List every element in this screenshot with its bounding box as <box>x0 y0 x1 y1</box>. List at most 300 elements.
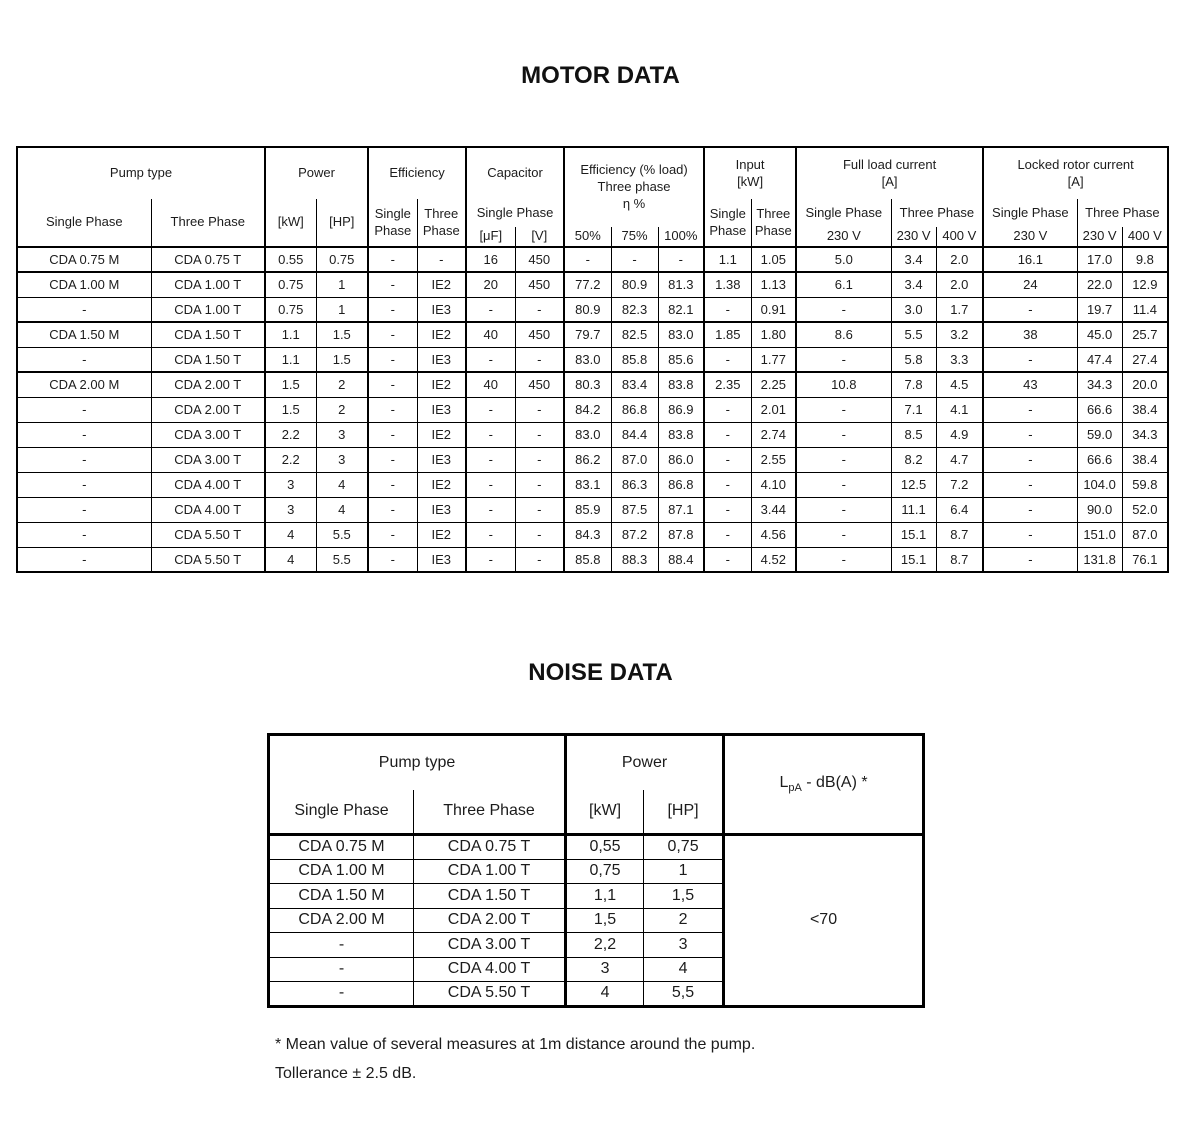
table-cell: 80.9 <box>611 272 658 297</box>
motor-table-row <box>17 297 1168 322</box>
table-cell: - <box>269 933 414 958</box>
table-cell: 5.0 <box>796 247 891 272</box>
table-cell: 86.9 <box>658 397 704 422</box>
motor-header-power: Power <box>265 147 368 199</box>
table-cell: CDA 4.00 T <box>151 472 265 497</box>
table-cell: 83.0 <box>564 422 611 447</box>
table-cell: 82.3 <box>611 297 658 322</box>
table-cell: 16.1 <box>983 247 1077 272</box>
table-cell: 5.5 <box>891 322 936 347</box>
table-cell: - <box>466 547 515 572</box>
table-cell: - <box>368 422 417 447</box>
table-cell: 11.4 <box>1122 297 1168 322</box>
table-cell: 2,2 <box>566 933 644 958</box>
motor-header-load-75: 75% <box>611 227 658 247</box>
table-cell: - <box>368 447 417 472</box>
table-cell: 24 <box>983 272 1077 297</box>
table-cell: 4 <box>316 472 368 497</box>
table-cell: 1.1 <box>265 322 316 347</box>
table-cell: 4.7 <box>936 447 983 472</box>
table-cell: 5.5 <box>316 522 368 547</box>
table-cell: CDA 4.00 T <box>151 497 265 522</box>
table-cell: 3 <box>316 447 368 472</box>
table-cell: 4 <box>644 957 724 982</box>
table-cell: 83.0 <box>564 347 611 372</box>
table-cell: 1,5 <box>644 884 724 909</box>
eff-single-line1: Single <box>374 205 411 221</box>
table-cell: 1.05 <box>751 247 796 272</box>
table-cell: 87.8 <box>658 522 704 547</box>
lpa-symbol: L <box>779 774 789 792</box>
noise-header-pump-type: Pump type <box>378 753 456 771</box>
table-cell: 4.5 <box>936 372 983 397</box>
table-cell: 450 <box>515 372 564 397</box>
table-cell: 450 <box>515 272 564 297</box>
table-cell: 47.4 <box>1077 347 1122 372</box>
table-cell: 52.0 <box>1122 497 1168 522</box>
table-cell: - <box>515 547 564 572</box>
table-cell: CDA 5.50 T <box>151 547 265 572</box>
table-cell: 7.8 <box>891 372 936 397</box>
table-cell: - <box>704 422 751 447</box>
table-cell: 5.8 <box>891 347 936 372</box>
lpa-subscript: pA <box>788 782 802 795</box>
table-cell: 85.9 <box>564 497 611 522</box>
table-cell: - <box>983 297 1077 322</box>
table-cell: 7.2 <box>936 472 983 497</box>
table-cell: 3.4 <box>891 272 936 297</box>
motor-table-header <box>17 147 1168 247</box>
table-cell: 83.8 <box>658 372 704 397</box>
table-cell: 86.0 <box>658 447 704 472</box>
table-cell: 38.4 <box>1122 447 1168 472</box>
table-cell: CDA 1.50 M <box>269 884 414 909</box>
motor-table-body <box>17 247 1168 572</box>
lpa-unit: - dB(A) * <box>801 774 868 792</box>
efficiency-load-line3: η % <box>622 195 646 211</box>
motor-header-load-100: 100% <box>658 227 704 247</box>
motor-header-locked-rotor-current <box>983 147 1168 199</box>
table-cell: 83.4 <box>611 372 658 397</box>
table-cell: 4 <box>265 522 316 547</box>
table-cell: 4.56 <box>751 522 796 547</box>
table-cell: 0.75 <box>316 247 368 272</box>
table-cell: 83.0 <box>658 322 704 347</box>
table-cell: - <box>368 347 417 372</box>
noise-header-hp: [HP] <box>644 790 724 835</box>
noise-header-kw: [kW] <box>566 790 644 835</box>
noise-table-body <box>269 835 924 1007</box>
table-cell: IE2 <box>417 422 466 447</box>
table-cell: 59.0 <box>1077 422 1122 447</box>
table-cell: - <box>704 447 751 472</box>
table-cell: - <box>17 522 151 547</box>
input-unit: [kW] <box>737 173 764 189</box>
table-cell: 2.2 <box>265 422 316 447</box>
motor-table-row <box>17 472 1168 497</box>
table-cell: 2 <box>316 397 368 422</box>
table-cell: - <box>368 272 417 297</box>
table-cell: - <box>368 372 417 397</box>
table-cell: CDA 1.00 T <box>151 272 265 297</box>
table-cell: 2.25 <box>751 372 796 397</box>
motor-header-eff-three-phase <box>417 199 466 247</box>
table-cell: CDA 0.75 T <box>151 247 265 272</box>
table-cell: 25.7 <box>1122 322 1168 347</box>
motor-header-full-load-current <box>796 147 983 199</box>
motor-table-row <box>17 347 1168 372</box>
efficiency-load-line2: Three phase <box>597 179 671 195</box>
table-cell: - <box>466 472 515 497</box>
table-cell: 43 <box>983 372 1077 397</box>
table-cell: 5,5 <box>644 982 724 1007</box>
table-cell: - <box>17 297 151 322</box>
table-cell: 81.3 <box>658 272 704 297</box>
table-cell: - <box>983 472 1077 497</box>
table-cell: 12.5 <box>891 472 936 497</box>
table-cell: 2.0 <box>936 272 983 297</box>
motor-header-lrc-single-phase: Single Phase <box>983 199 1077 227</box>
motor-header-flc-three-230v: 230 V <box>891 227 936 247</box>
motor-table-row <box>17 372 1168 397</box>
table-cell: 6.1 <box>796 272 891 297</box>
table-cell: 34.3 <box>1122 422 1168 447</box>
table-cell: - <box>515 422 564 447</box>
table-cell: - <box>17 397 151 422</box>
table-cell: CDA 0.75 M <box>17 247 151 272</box>
table-cell: 66.6 <box>1077 447 1122 472</box>
table-cell: - <box>368 547 417 572</box>
table-cell: - <box>796 422 891 447</box>
table-cell: CDA 2.00 T <box>151 397 265 422</box>
motor-header-lrc-three-230v: 230 V <box>1077 227 1122 247</box>
table-cell: - <box>269 982 414 1007</box>
table-cell: IE2 <box>417 372 466 397</box>
table-cell: 84.2 <box>564 397 611 422</box>
table-cell: 85.6 <box>658 347 704 372</box>
table-cell: - <box>368 297 417 322</box>
table-cell: 40 <box>466 322 515 347</box>
table-cell: CDA 3.00 T <box>151 447 265 472</box>
table-cell: CDA 1.00 M <box>17 272 151 297</box>
table-cell: IE2 <box>417 522 466 547</box>
table-cell: - <box>466 347 515 372</box>
table-cell: CDA 1.00 T <box>414 859 566 884</box>
table-cell: 87.2 <box>611 522 658 547</box>
table-cell: 4.1 <box>936 397 983 422</box>
table-cell: 2.0 <box>936 247 983 272</box>
table-cell: - <box>983 522 1077 547</box>
lrc-label: Locked rotor current <box>1017 156 1134 172</box>
input-three-line1: Three <box>756 205 791 221</box>
table-cell: 34.3 <box>1077 372 1122 397</box>
table-cell: 4.52 <box>751 547 796 572</box>
table-cell: - <box>368 397 417 422</box>
eff-single-line2: Phase <box>374 222 412 238</box>
footnote-tolerance: Tollerance ± 2.5 dB. <box>275 1064 417 1082</box>
table-cell: - <box>704 397 751 422</box>
motor-table-row <box>17 497 1168 522</box>
table-cell: - <box>417 247 466 272</box>
eff-three-line1: Three <box>424 205 459 221</box>
table-cell: 80.3 <box>564 372 611 397</box>
table-cell: CDA 5.50 T <box>151 522 265 547</box>
motor-header-efficiency-load <box>564 147 704 227</box>
table-cell: 1.80 <box>751 322 796 347</box>
table-cell: 1.77 <box>751 347 796 372</box>
table-cell: - <box>796 497 891 522</box>
table-cell: - <box>368 522 417 547</box>
table-cell: 20 <box>466 272 515 297</box>
table-cell: - <box>17 422 151 447</box>
table-cell: 15.1 <box>891 547 936 572</box>
table-cell: CDA 3.00 T <box>151 422 265 447</box>
table-cell: CDA 1.50 M <box>17 322 151 347</box>
table-cell: 3.44 <box>751 497 796 522</box>
table-cell: 9.8 <box>1122 247 1168 272</box>
table-cell: - <box>368 472 417 497</box>
table-cell: CDA 1.00 T <box>151 297 265 322</box>
table-cell: 22.0 <box>1077 272 1122 297</box>
lrc-unit: [A] <box>1067 173 1084 189</box>
table-cell: 1.13 <box>751 272 796 297</box>
table-cell: - <box>796 347 891 372</box>
table-cell: 12.9 <box>1122 272 1168 297</box>
table-cell: 3 <box>316 422 368 447</box>
table-cell: - <box>466 397 515 422</box>
table-cell: 450 <box>515 247 564 272</box>
noise-header-lpa <box>724 735 924 835</box>
motor-data-table <box>16 146 1169 573</box>
table-cell: - <box>466 522 515 547</box>
table-cell: - <box>704 522 751 547</box>
table-cell: IE2 <box>417 272 466 297</box>
table-cell: - <box>796 522 891 547</box>
table-cell: 84.3 <box>564 522 611 547</box>
table-cell: CDA 0.75 T <box>414 835 566 860</box>
motor-table-row <box>17 397 1168 422</box>
table-cell: CDA 0.75 M <box>269 835 414 860</box>
table-cell: 10.8 <box>796 372 891 397</box>
table-cell: - <box>515 522 564 547</box>
table-cell: 3 <box>265 472 316 497</box>
table-cell: - <box>269 957 414 982</box>
table-cell: - <box>17 347 151 372</box>
table-cell: - <box>515 297 564 322</box>
table-cell: 1 <box>316 297 368 322</box>
table-cell: 0.91 <box>751 297 796 322</box>
table-cell: 0.55 <box>265 247 316 272</box>
table-cell: CDA 2.00 M <box>17 372 151 397</box>
table-cell: 80.9 <box>564 297 611 322</box>
table-cell: 3.4 <box>891 247 936 272</box>
table-cell: 1,5 <box>566 908 644 933</box>
table-cell: CDA 2.00 T <box>414 908 566 933</box>
table-cell: - <box>796 397 891 422</box>
table-cell: - <box>17 472 151 497</box>
table-cell: 87.1 <box>658 497 704 522</box>
motor-header-pump-type: Pump type <box>109 165 173 181</box>
table-cell: 11.1 <box>891 497 936 522</box>
table-cell: 88.3 <box>611 547 658 572</box>
motor-table-row <box>17 447 1168 472</box>
motor-header-flc-three-phase: Three Phase <box>891 199 983 227</box>
table-cell: 5.5 <box>316 547 368 572</box>
table-cell: 16 <box>466 247 515 272</box>
table-cell: - <box>515 347 564 372</box>
noise-table-header <box>269 735 924 835</box>
table-cell: CDA 5.50 T <box>414 982 566 1007</box>
motor-header-flc-three-400v: 400 V <box>936 227 983 247</box>
table-cell: 2.01 <box>751 397 796 422</box>
table-cell: 3 <box>644 933 724 958</box>
table-cell: - <box>704 472 751 497</box>
input-three-line2: Phase <box>754 222 792 238</box>
table-cell: - <box>466 497 515 522</box>
footnotes <box>275 1036 1201 1083</box>
table-cell: IE3 <box>417 497 466 522</box>
flc-label: Full load current <box>842 156 937 172</box>
table-cell: 0.75 <box>265 297 316 322</box>
input-single-line1: Single <box>709 205 746 221</box>
motor-table-row <box>17 547 1168 572</box>
motor-header-input-three-phase <box>751 199 796 247</box>
table-cell: 8.7 <box>936 547 983 572</box>
motor-header-lrc-three-400v: 400 V <box>1122 227 1168 247</box>
table-cell: 1.85 <box>704 322 751 347</box>
table-cell: 85.8 <box>564 547 611 572</box>
table-cell: 4 <box>316 497 368 522</box>
table-cell: 86.8 <box>611 397 658 422</box>
table-cell: 0,55 <box>566 835 644 860</box>
table-cell: - <box>368 247 417 272</box>
table-cell: 0,75 <box>566 859 644 884</box>
table-cell: 87.0 <box>1122 522 1168 547</box>
motor-table-row <box>17 522 1168 547</box>
table-cell: IE3 <box>417 447 466 472</box>
motor-header-power-kw: [kW] <box>265 199 316 247</box>
table-cell: - <box>466 422 515 447</box>
table-cell: 2.74 <box>751 422 796 447</box>
table-cell: 8.7 <box>936 522 983 547</box>
table-cell: 38 <box>983 322 1077 347</box>
motor-header-pump-three-phase: Three Phase <box>151 199 265 247</box>
table-cell: 59.8 <box>1122 472 1168 497</box>
table-cell: 1.5 <box>316 347 368 372</box>
table-cell: 1.5 <box>265 372 316 397</box>
table-cell: 4.9 <box>936 422 983 447</box>
table-cell: 151.0 <box>1077 522 1122 547</box>
table-cell: - <box>564 247 611 272</box>
table-cell: 83.1 <box>564 472 611 497</box>
table-cell: 450 <box>515 322 564 347</box>
table-cell: - <box>17 447 151 472</box>
table-cell: 2.2 <box>265 447 316 472</box>
table-cell: 85.8 <box>611 347 658 372</box>
table-cell: 4 <box>265 547 316 572</box>
table-cell: 1,1 <box>566 884 644 909</box>
table-cell: 2 <box>644 908 724 933</box>
table-cell: - <box>704 297 751 322</box>
motor-data-title: MOTOR DATA <box>521 62 680 89</box>
motor-table-row <box>17 322 1168 347</box>
motor-header-input-single-phase <box>704 199 751 247</box>
table-cell: 1.1 <box>704 247 751 272</box>
table-cell: - <box>983 497 1077 522</box>
table-cell: - <box>611 247 658 272</box>
table-cell: 2 <box>316 372 368 397</box>
table-cell: 3 <box>265 497 316 522</box>
table-cell: 87.0 <box>611 447 658 472</box>
table-cell: 2.55 <box>751 447 796 472</box>
table-cell: CDA 2.00 M <box>269 908 414 933</box>
motor-header-capacitor-v: [V] <box>515 227 564 247</box>
motor-header-lrc-single-230v: 230 V <box>983 227 1077 247</box>
motor-header-capacitor-uf: [μF] <box>466 227 515 247</box>
table-cell: IE3 <box>417 547 466 572</box>
noise-data-table <box>267 733 925 1008</box>
table-cell: 0.75 <box>265 272 316 297</box>
table-cell: 84.4 <box>611 422 658 447</box>
motor-header-lrc-three-phase: Three Phase <box>1077 199 1168 227</box>
table-cell: CDA 1.00 M <box>269 859 414 884</box>
table-cell: 3.0 <box>891 297 936 322</box>
table-cell: 3 <box>566 957 644 982</box>
table-cell: 6.4 <box>936 497 983 522</box>
table-cell: 1.5 <box>265 397 316 422</box>
efficiency-load-line1: Efficiency (% load) <box>580 162 688 178</box>
table-cell: 87.5 <box>611 497 658 522</box>
table-cell: - <box>704 347 751 372</box>
table-cell: 79.7 <box>564 322 611 347</box>
noise-level-value: <70 <box>724 835 924 1007</box>
table-cell: 15.1 <box>891 522 936 547</box>
table-cell: - <box>17 497 151 522</box>
table-cell: 7.1 <box>891 397 936 422</box>
table-cell: 0,75 <box>644 835 724 860</box>
table-cell: - <box>983 447 1077 472</box>
table-cell: 83.8 <box>658 422 704 447</box>
motor-header-load-50: 50% <box>564 227 611 247</box>
noise-header-power: Power <box>566 735 724 790</box>
table-cell: - <box>796 547 891 572</box>
table-cell: - <box>515 447 564 472</box>
table-cell: - <box>704 497 751 522</box>
table-cell: 82.5 <box>611 322 658 347</box>
noise-header-three-phase: Three Phase <box>414 790 566 835</box>
table-cell: - <box>796 472 891 497</box>
table-cell: - <box>466 297 515 322</box>
table-cell: - <box>658 247 704 272</box>
table-cell: CDA 3.00 T <box>414 933 566 958</box>
table-cell: - <box>368 497 417 522</box>
table-cell: - <box>515 472 564 497</box>
table-cell: - <box>983 397 1077 422</box>
motor-header-eff-single-phase <box>368 199 417 247</box>
flc-unit: [A] <box>881 173 898 189</box>
motor-header-capacitor-single-phase: Single Phase <box>466 199 564 227</box>
table-cell: IE3 <box>417 347 466 372</box>
table-cell: 8.6 <box>796 322 891 347</box>
motor-header-pump-single-phase: Single Phase <box>45 214 123 230</box>
table-cell: 1.5 <box>316 322 368 347</box>
table-cell: 86.8 <box>658 472 704 497</box>
table-cell: - <box>704 547 751 572</box>
table-cell: 8.5 <box>891 422 936 447</box>
table-cell: CDA 1.50 T <box>151 322 265 347</box>
table-cell: - <box>983 547 1077 572</box>
motor-header-efficiency: Efficiency <box>368 147 466 199</box>
